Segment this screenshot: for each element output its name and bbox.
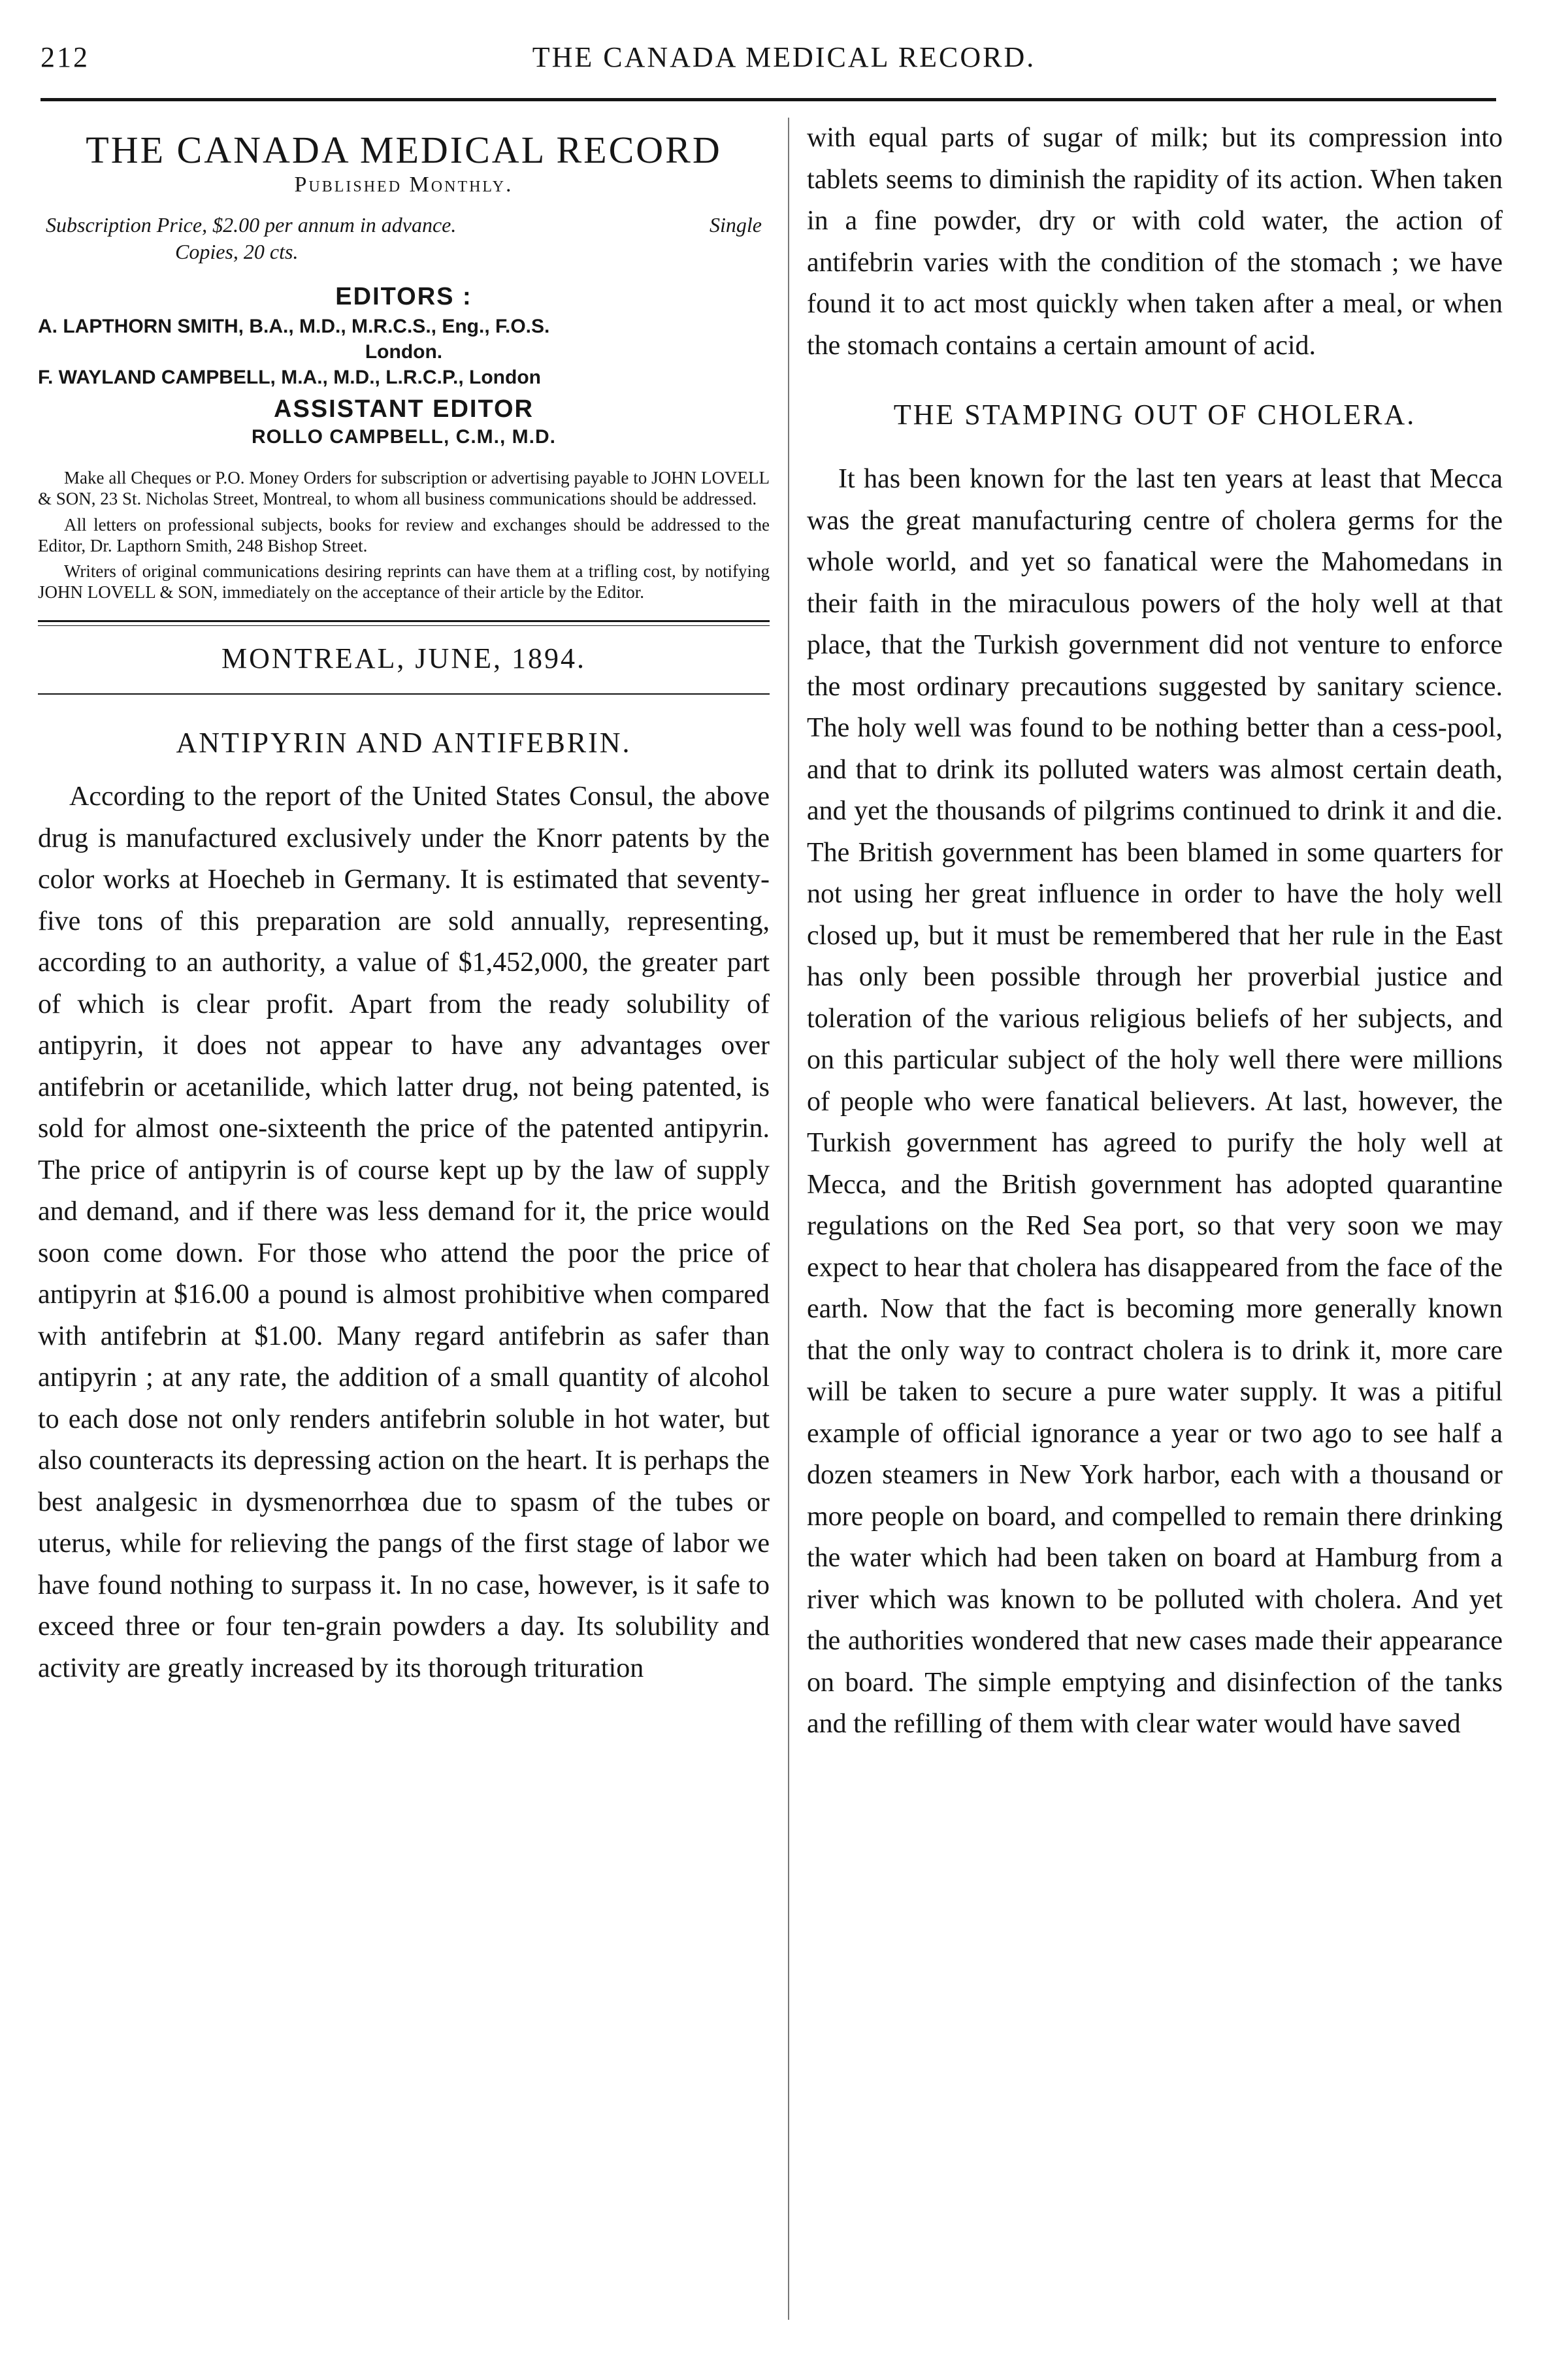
editors-heading: EDITORS : bbox=[335, 282, 472, 310]
editor-1-continued: London. bbox=[365, 340, 443, 363]
editor-2: F. WAYLAND CAMPBELL, M.A., M.D., L.R.C.P., London bbox=[38, 366, 541, 388]
running-title: THE CANADA MEDICAL RECORD. bbox=[532, 41, 1036, 73]
article-title-antipyrin: ANTIPYRIN AND ANTIFEBRIN. bbox=[176, 727, 632, 759]
issue-dateline: MONTREAL, JUNE, 1894. bbox=[221, 642, 586, 675]
assistant-editor-name: ROLLO CAMPBELL, C.M., M.D. bbox=[252, 425, 556, 448]
subscription-price-text: Subscription Price, $2.00 per annum in advance. bbox=[46, 212, 457, 237]
editor-1: A. LAPTHORN SMITH, B.A., M.D., M.R.C.S., Eng., F.O.S. bbox=[38, 315, 550, 337]
masthead-rule bbox=[38, 620, 770, 626]
column-divider bbox=[788, 118, 789, 2320]
left-column bbox=[38, 118, 770, 2320]
page-number: 212 bbox=[41, 41, 90, 73]
article-title-cholera: THE STAMPING OUT OF CHOLERA. bbox=[893, 399, 1416, 431]
masthead-title: THE CANADA MEDICAL RECORD bbox=[86, 129, 722, 171]
single-copies: Copies, 20 cts. bbox=[175, 240, 299, 264]
notice-cheques: Make all Cheques or P.O. Money Orders for subscription or advertising payable to JOHN LOVELL & SON, 23 St. Nicholas Street, Montreal, to whom all business communications should be addressed. bbox=[38, 467, 770, 508]
article-body-cholera: It has been known for the last ten years at least that Mecca was the great manufacturing centre of cholera germs for the whole world, and yet so fanatical were the Mahomedans in their faith in the miraculous powers of the holy well at that place, that the Turkish government did not venture to enforce the most ordinary precautions suggested by sanitary science. The holy well was found to be nothing better than a cess-pool, and that to drink its polluted waters was almost certain death, and yet the thousands of pilgrims continued to drink it and die. The British government has been blamed in some quarters for not using her great influence in order to have the holy well closed up, but it must be remembered that her rule in the East has only been possible through her proverbial justice and toleration of the various religious beliefs of her subjects, and on this particular subject of the holy well there were millions of people who were fanatical believers. At last, however, the Turkish government has agreed to purify the holy well at Mecca, and the British government has adopted quarantine regulations on the Red Sea port, so that very soon we may expect to hear that cholera has disappeared from the face of the earth. Now that the fact is becoming more generally known that the only way to contract cholera is to drink it, more care will be taken to secure a pure water supply. It was a pitiful example of official ignorance a year or two ago to see half a dozen steamers in New York harbor, each with a thousand or more people on board, and compelled to remain there drinking the water which had been taken on board at Hamburg from a river which was known to be polluted with cholera. And yet the authorities wondered that new cases made their appearance on board. The simple emptying and disinfection of the tanks and the refilling of them with clear water would have saved bbox=[807, 464, 1503, 1739]
article-body-antipyrin: According to the report of the United States Consul, the above drug is manufactured exclusively under the Knorr patents by the color works at Hoecheb in Germany. It is estimated that seventy-five tons of this preparation are sold annually, representing, according to an authority, a value of $1,452,000, the greater part of which is clear profit. Apart from the ready solubility of antipyrin, it does not appear to have any advantages over antifebrin or acetanilide, which latter drug, not being patented, is sold for almost one-sixteenth the price of the patented antipyrin. The price of antipyrin is of course kept up by the law of supply and demand, and if there was less demand for it, the price would soon come down. For those who attend the poor the price of antipyrin at $16.00 a pound is almost prohibitive when compared with antifebrin at $1.00. Many regard antifebrin as safer than antipyrin ; at any rate, the addition of a small quantity of alcohol to each dose not only renders antifebrin soluble in hot water, but also counteracts its depressing action on the heart. It is perhaps the best analgesic in dysmenorrhœa due to spasm of the tubes or uterus, while for relieving the pangs of the first stage of labor we have found nothing to surpass it. In no case, however, is it safe to exceed three or four ten-grain powders a day. Its solubility and activity are greatly increased by its thorough trituration bbox=[38, 782, 770, 1683]
article-antipyrin-continuation: with equal parts of sugar of milk; but its compression into tablets seems to diminish the rapidity of its action. When taken in a fine powder, dry or with cold water, the action of antifebrin varies with the condition of the stomach ; we have found it to act most quickly when taken after a meal, or when the stomach contains a certain amount of acid. bbox=[807, 123, 1503, 361]
notice-reprints: Writers of original communications desiring reprints can have them at a trifling cost, by notifying JOHN LOVELL & SON, immediately on the acceptance of their article by the Editor. bbox=[38, 561, 770, 602]
single-label: Single bbox=[710, 212, 762, 237]
header-rule bbox=[41, 98, 1496, 101]
dateline-rule bbox=[38, 693, 770, 695]
right-column bbox=[807, 118, 1503, 2320]
notice-letters: All letters on professional subjects, books for review and exchanges should be addressed to the Editor, Dr. Lapthorn Smith, 248 Bishop Street. bbox=[38, 514, 770, 555]
subscription-price bbox=[38, 212, 770, 239]
assistant-editor-heading: ASSISTANT EDITOR bbox=[274, 395, 534, 423]
masthead-frequency: Published Monthly. bbox=[294, 172, 514, 197]
